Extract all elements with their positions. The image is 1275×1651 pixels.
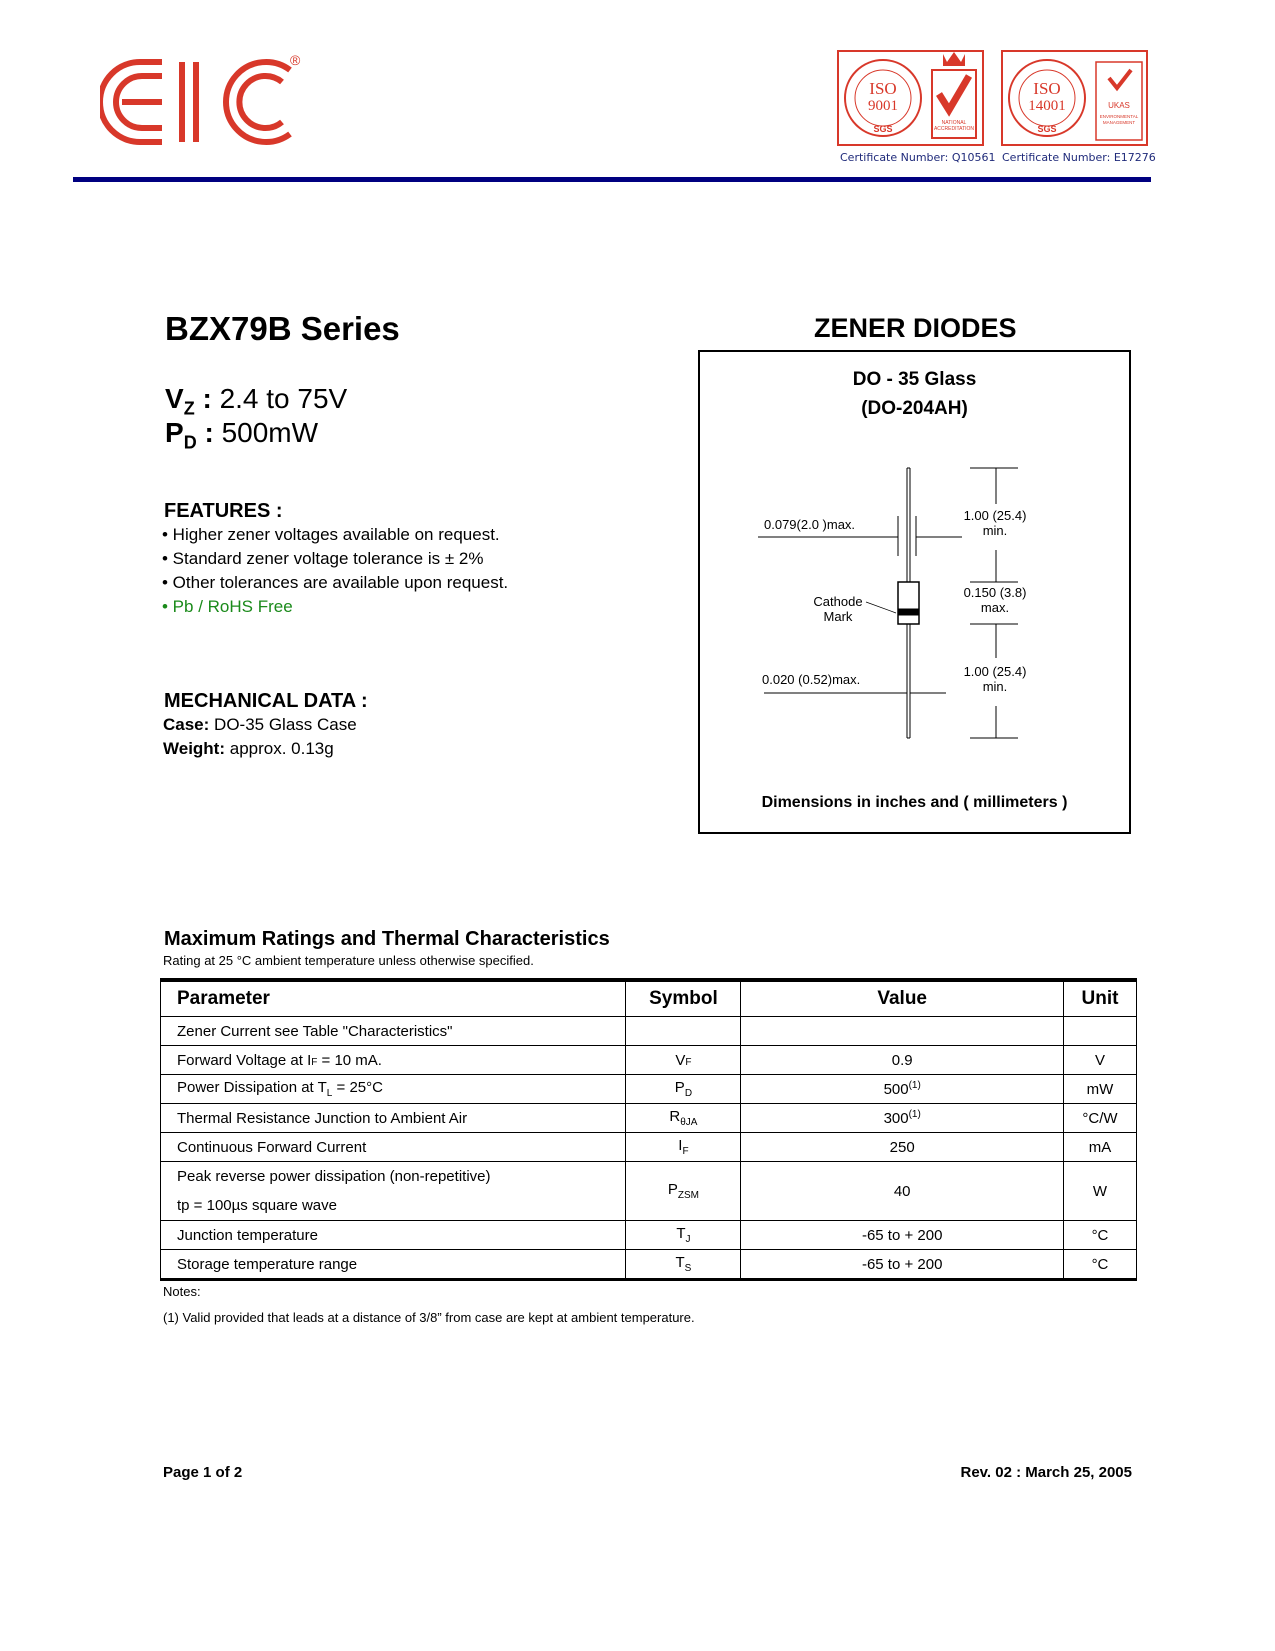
header-rule: [73, 177, 1151, 182]
svg-text:SGS: SGS: [1037, 124, 1057, 134]
svg-text:9001: 9001: [868, 98, 898, 114]
svg-text:ISO: ISO: [1033, 79, 1061, 98]
revision-date: Rev. 02 : March 25, 2005: [960, 1464, 1132, 1481]
package-outline-box: [698, 350, 1131, 834]
product-category: ZENER DIODES: [814, 313, 1017, 343]
pd-spec: $P_D$ : 500mW: [165, 417, 319, 453]
dim-lead-length-top: 1.00 (25.4) min.: [963, 508, 1027, 538]
feature-item: • Standard zener voltage tolerance is ± 2%: [162, 549, 484, 568]
vz-value: 2.4 to 75V: [211, 383, 348, 414]
page-number: Page 1 of 2: [163, 1464, 243, 1481]
dimensions-caption: Dimensions in inches and ( millimeters ): [761, 794, 1068, 811]
package-code: (DO-204AH): [861, 398, 968, 419]
table-row: Power Dissipation at $T_L = 25^\circ C$ $P_D$ 500$^{(1)}$ mW: [161, 1075, 1137, 1104]
table-row: Thermal Resistance Junction to Ambient Air $R_{\theta JA}$ 300$^{(1)}$ °C/W: [161, 1104, 1137, 1133]
iso-9001-certificate-badge: [837, 50, 984, 146]
ratings-subtitle: Rating at 25 °C ambient temperature unless otherwise specified.: [163, 953, 534, 968]
cathode-mark-label: Cathode Mark: [813, 594, 863, 624]
note-1: (1) Valid provided that leads at a distance of 3/8” from case are kept at ambient temperature.: [163, 1310, 695, 1325]
case-line: Case: DO-35 Glass Case: [163, 715, 357, 734]
col-unit: Unit: [1063, 980, 1136, 1017]
col-parameter: Parameter: [161, 980, 626, 1017]
dim-lead-diameter: 0.020 (0.52)max.: [762, 672, 861, 687]
pd-value: 500mW: [213, 417, 319, 448]
svg-text:UKAS: UKAS: [1108, 101, 1130, 110]
ratings-title: Maximum Ratings and Thermal Characteristics: [164, 928, 610, 950]
feature-item: • Higher zener voltages available on request.: [162, 525, 500, 544]
svg-text:NATIONAL: NATIONAL: [941, 120, 967, 126]
svg-text:ENVIRONMENTAL: ENVIRONMENTAL: [1099, 114, 1139, 119]
table-row: Peak reverse power dissipation (non-repetitive) tp = 100µs square wave $P_{ZSM}$ 40 W: [161, 1162, 1137, 1221]
weight-line: Weight: approx. 0.13g: [163, 739, 334, 758]
col-value: Value: [741, 980, 1064, 1017]
iso-14001-certificate-badge: [1001, 50, 1148, 146]
feature-item-rohs: • Pb / RoHS Free: [162, 597, 293, 616]
ratings-table: [160, 978, 1137, 1281]
package-name: DO - 35 Glass: [852, 369, 977, 390]
certificate-number-e17276: Certificate Number: E17276: [1002, 151, 1156, 164]
mechanical-heading: MECHANICAL DATA :: [164, 690, 368, 712]
table-row: Storage temperature range $T_S$ -65 to + 200 °C: [161, 1250, 1137, 1280]
svg-text:SGS: SGS: [873, 124, 893, 134]
svg-text:14001: 14001: [1028, 98, 1066, 114]
notes-label: Notes:: [163, 1284, 201, 1299]
dim-lead-length-bottom: 1.00 (25.4) min.: [963, 664, 1027, 694]
eic-logo: [100, 52, 300, 152]
vz-spec: $V_Z$ : 2.4 to 75V: [165, 383, 348, 419]
col-symbol: Symbol: [626, 980, 741, 1017]
mechanical-data: [163, 713, 357, 761]
dim-body-diameter: 0.079(2.0 )max.: [764, 517, 856, 532]
do35-diode-drawing: [700, 352, 1129, 832]
table-header-row: [161, 980, 1137, 1017]
features-list: [162, 523, 508, 619]
feature-item: • Other tolerances are available upon request.: [162, 573, 509, 592]
registered-mark: ®: [290, 52, 301, 68]
product-title: BZX79B Series: [165, 310, 400, 347]
certificate-number-q10561: Certificate Number: Q10561: [840, 151, 996, 164]
svg-text:MANAGEMENT: MANAGEMENT: [1102, 120, 1136, 125]
table-row: Forward Voltage at IF = 10 mA. VF 0.9 V: [161, 1046, 1137, 1075]
svg-text:ACCREDITATION: ACCREDITATION: [933, 126, 975, 132]
dim-body-length: 0.150 (3.8) max.: [963, 585, 1027, 615]
features-heading: FEATURES :: [164, 500, 283, 522]
table-row: Zener Current see Table "Characteristics": [161, 1017, 1137, 1046]
iso-14001-seal-icon: [1003, 52, 1146, 144]
table-row: Junction temperature $T_J$ -65 to + 200 °C: [161, 1221, 1137, 1250]
table-row: Continuous Forward Current $I_F$ 250 mA: [161, 1133, 1137, 1162]
svg-text:ISO: ISO: [869, 79, 897, 98]
iso-9001-seal-icon: [839, 52, 982, 144]
